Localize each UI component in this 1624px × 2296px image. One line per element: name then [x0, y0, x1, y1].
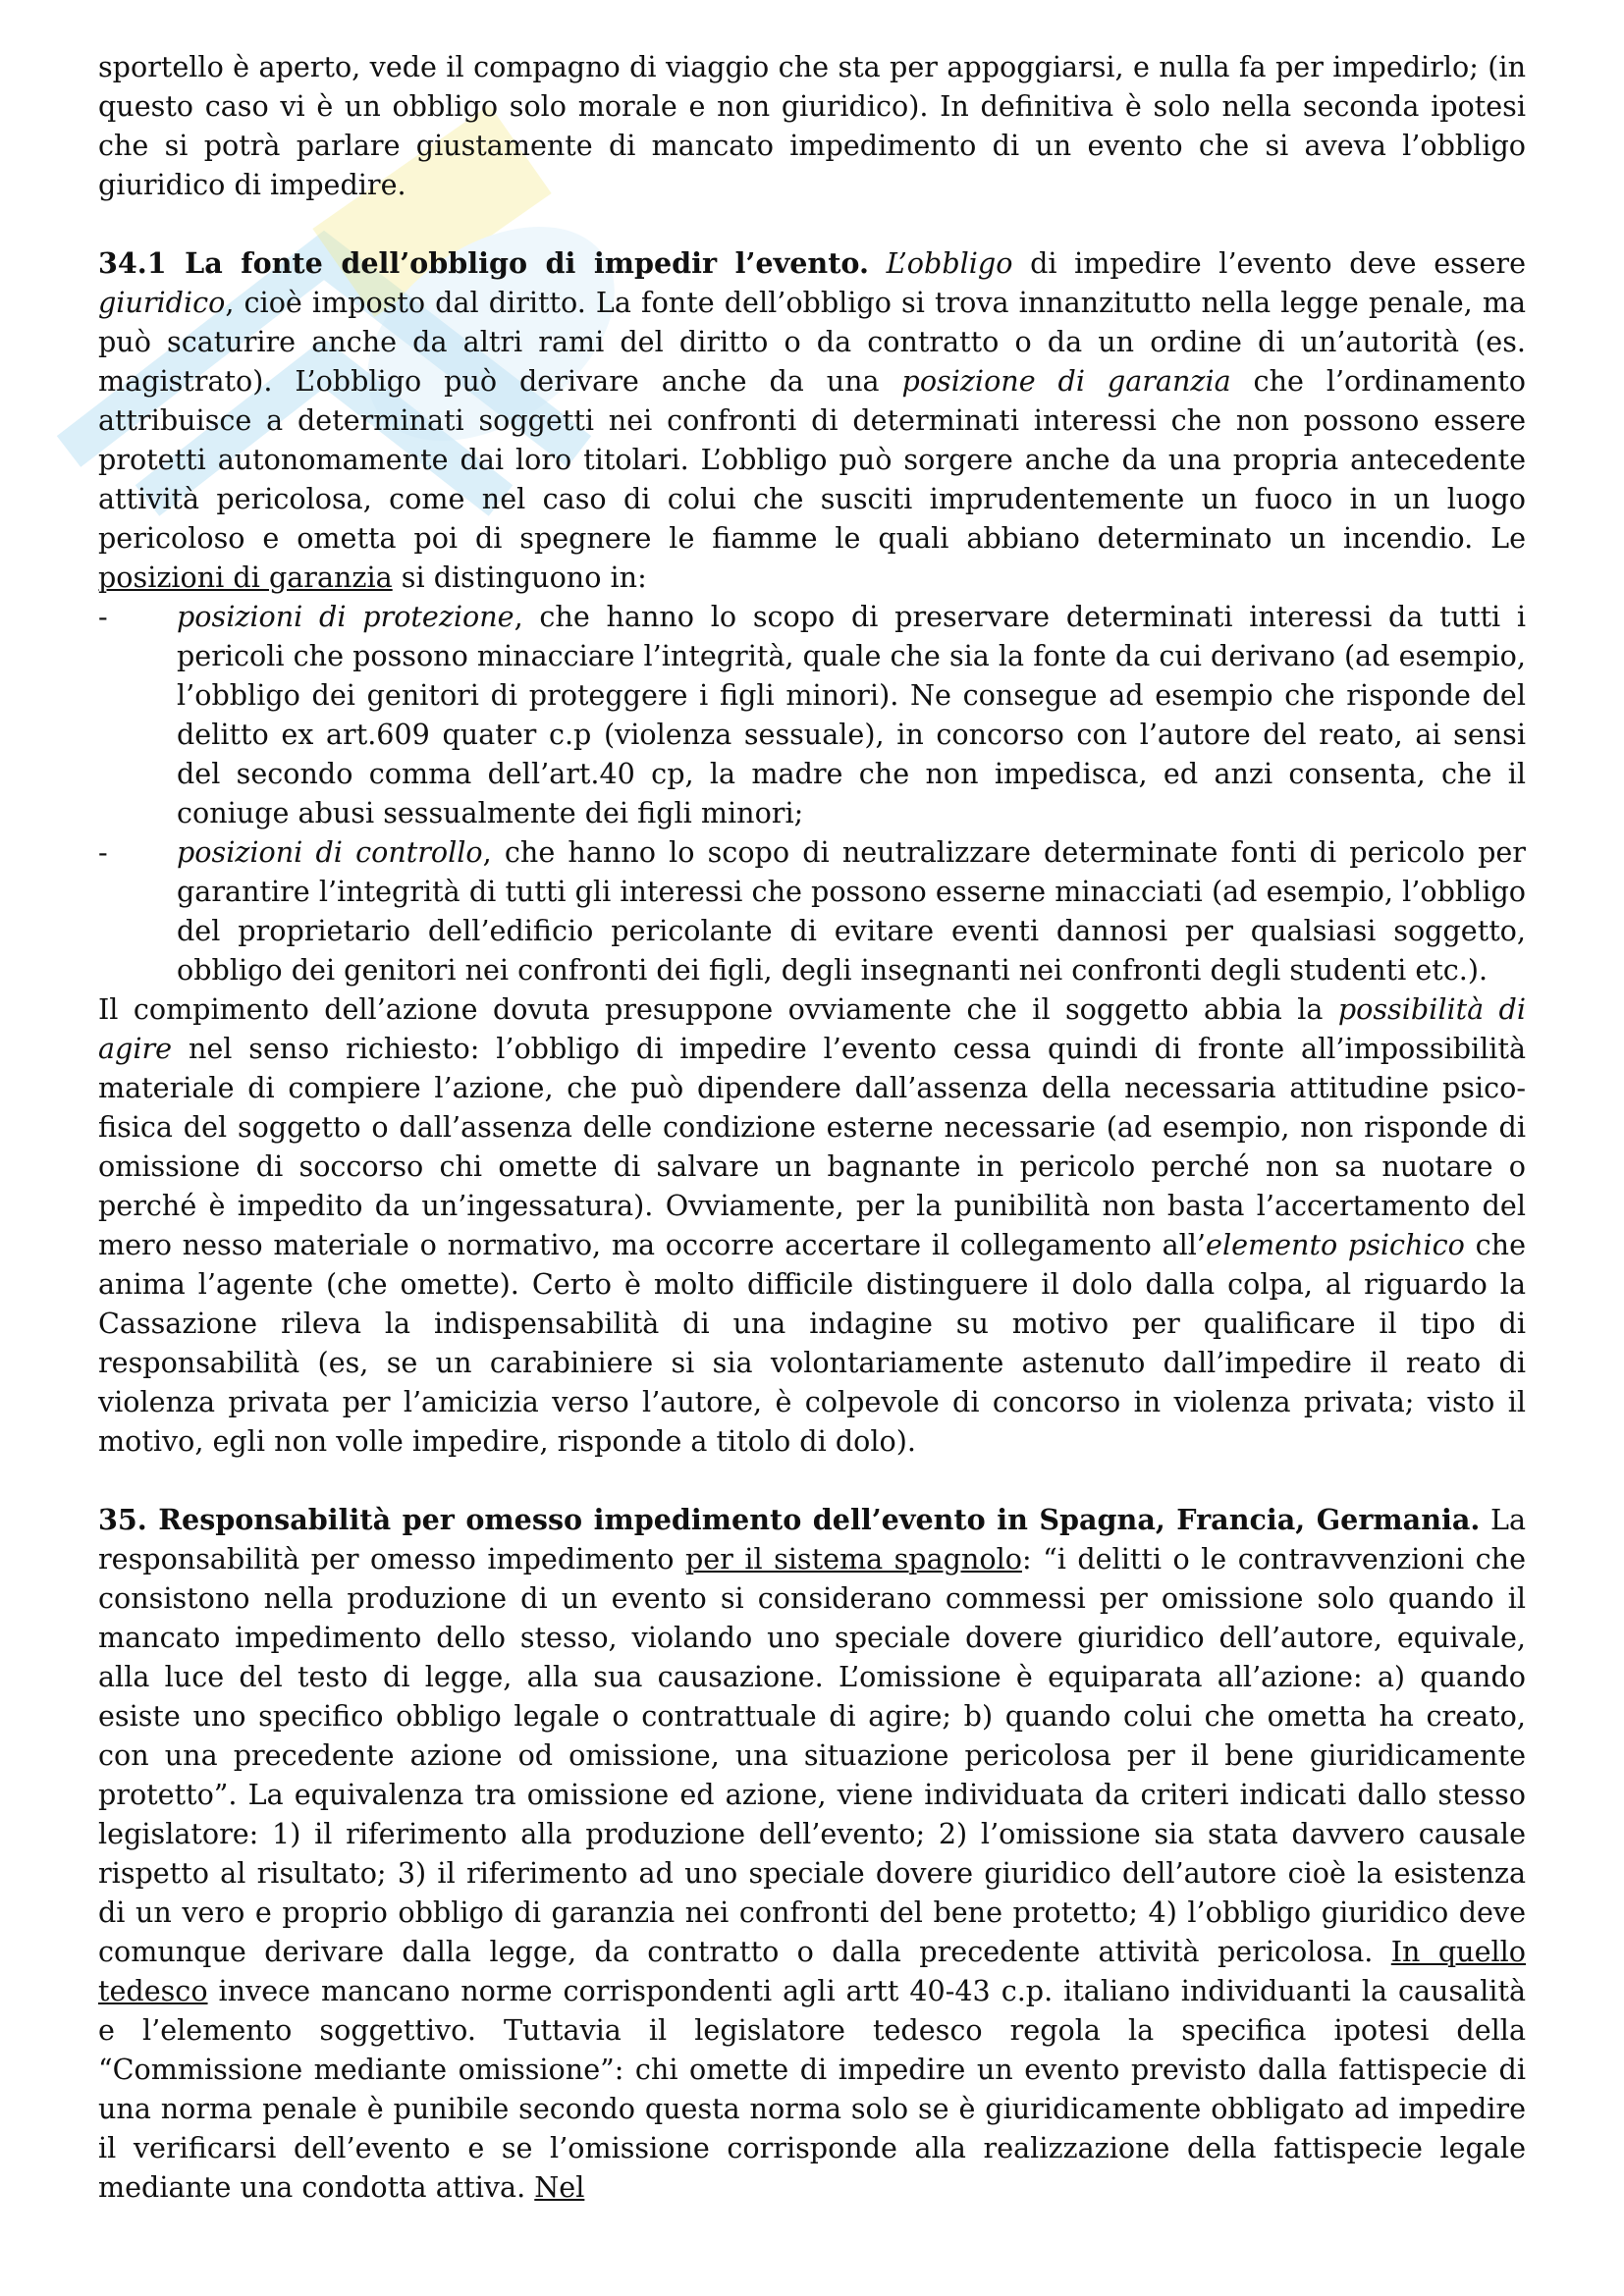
- section-35-paragraph: 35. Responsabilità per omesso impedimento dell’evento in Spagna, Francia, Germania. La responsabilità per omesso impedimento per il sistema spagnolo: “i delitti o le contravvenzioni che consistono nella produzione di un evento si considerano commessi per omissione solo quando il mancato impedimento dello stesso, violando uno speciale dovere giuridico dell’autore, equivale, alla luce del testo di legge, alla sua causazione. L’omissione è equiparata all’azione: a) quando esiste uno specifico obbligo legale o contrattuale di agire; b) quando colui che ometta ha creato, con una precedente azione od omissione, una situazione pericolosa per il bene giuridicamente protetto”. La equivalenza tra omissione ed azione, viene individuata da criteri indicati dallo stesso legislatore: 1) il riferimento alla produzione dell’evento; 2) l’omissione sia stata davvero causale rispetto al risultato; 3) il riferimento ad uno speciale dovere giuridico dell’autore cioè la esistenza di un vero e proprio obbligo di garanzia nei confronti del bene protetto; 4) l’obbligo giuridico deve comunque derivare dalla legge, da contratto o dalla precedente attività pericolosa. In quello tedesco invece mancano norme corrispondenti agli artt 40-43 c.p. italiano individuanti la causalità e l’elemento soggettivo. Tuttavia il legislatore tedesco regola la specifica ipotesi della “Commissione mediante omissione”: chi omette di impedire un evento previsto dalla fattispecie di una norma penale è punibile secondo questa norma solo se è giuridicamente obbligato ad impedire il verificarsi dell’evento e se l’omissione corrisponde alla realizzazione della fattispecie legale mediante una condotta attiva. Nel: [98, 1503, 1527, 2204]
- section-34-1-heading: 34.1 La fonte dell’obbligo di impedir l’evento.: [98, 246, 869, 280]
- section-35-heading: 35. Responsabilità per omesso impedimento dell’evento in Spagna, Francia, Germania.: [98, 1503, 1481, 1536]
- list-item-posizioni-controllo: - posizioni di controllo, che hanno lo scopo di neutralizzare determinate fonti di pericolo per garantire l’integrità di tutti gli interessi che possono esserne minacciati (ad esempio, l’obbligo del proprietario dell’edificio pericolante di evitare eventi dannosi per qualsiasi soggetto, obbligo dei genitori nei confronti dei figli, degli insegnanti nei confronti degli studenti etc.).: [98, 832, 1526, 989]
- possibilita-agire-paragraph: Il compimento dell’azione dovuta presuppone ovviamente che il soggetto abbia la possibilità di agire nel senso richiesto: l’obbligo di impedire l’evento cessa quindi di fronte all’impossibilità materiale di compiere l’azione, che può dipendere dall’assenza della necessaria attitudine psico-fisica del soggetto o dall’assenza delle condizione esterne necessarie (ad esempio, non risponde di omissione di soccorso chi omette di salvare un bagnante in pericolo perché non sa nuotare o perché è impedito da un’ingessatura). Ovviamente, per la punibilità non basta l’accertamento del mero nesso materiale o normativo, ma occorre accertare il collegamento all’elemento psichico che anima l’agente (che omette). Certo è molto difficile distinguere il dolo dalla colpa, al riguardo la Cassazione rileva la indispensabilità di una indagine su motivo per qualificare il tipo di responsabilità (es, se un carabiniere si sia volontariamente astenuto dall’impedire il reato di violenza privata per l’amicizia verso l’autore, è colpevole di concorso in violenza privata; visto il motivo, egli non volle impedire, risponde a titolo di dolo).: [98, 992, 1526, 1458]
- bullet-dash: -: [98, 600, 108, 633]
- document-page: [98, 47, 1526, 2207]
- section-34-1-paragraph: 34.1 La fonte dell’obbligo di impedir l’evento. L’obbligo di impedire l’evento deve essere giuridico, cioè imposto dal diritto. La fonte dell’obbligo si trova innanzitutto nella legge penale, ma può scaturire anche da altri rami del diritto o da contratto o da un ordine di un’autorità (es. magistrato). L’obbligo può derivare anche da una posizione di garanzia che l’ordinamento attribuisce a determinati soggetti nei confronti di determinati interessi che non possono essere protetti autonomamente dai loro titolari. L’obbligo può sorgere anche da una propria antecedente attività pericolosa, come nel caso di colui che susciti imprudentemente un fuoco in un luogo pericoloso e ometta poi di spegnere le fiamme le quali abbiano determinato un incendio. Le posizioni di garanzia si distinguono in:: [98, 246, 1527, 594]
- intro-paragraph: sportello è aperto, vede il compagno di viaggio che sta per appoggiarsi, e nulla fa per impedirlo; (in questo caso vi è un obbligo solo morale e non giuridico). In definitiva è solo nella seconda ipotesi che si potrà parlare giustamente di mancato impedimento di un evento che si aveva l’obbligo giuridico di impedire.: [98, 50, 1526, 201]
- list-item-posizioni-protezione: - posizioni di protezione, che hanno lo scopo di preservare determinati interessi da tutti i pericoli che possono minacciare l’integrità, quale che sia la fonte da cui derivano (ad esempio, l’obbligo dei genitori di proteggere i figli minori). Ne consegue ad esempio che risponde del delitto ex art.609 quater c.p (violenza sessuale), in concorso con l’autore del reato, ai sensi del secondo comma dell’art.40 cp, la madre che non impedisca, ed anzi consenta, che il coniuge abusi sessualmente dei figli minori;: [98, 597, 1526, 832]
- bullet-dash: -: [98, 835, 108, 869]
